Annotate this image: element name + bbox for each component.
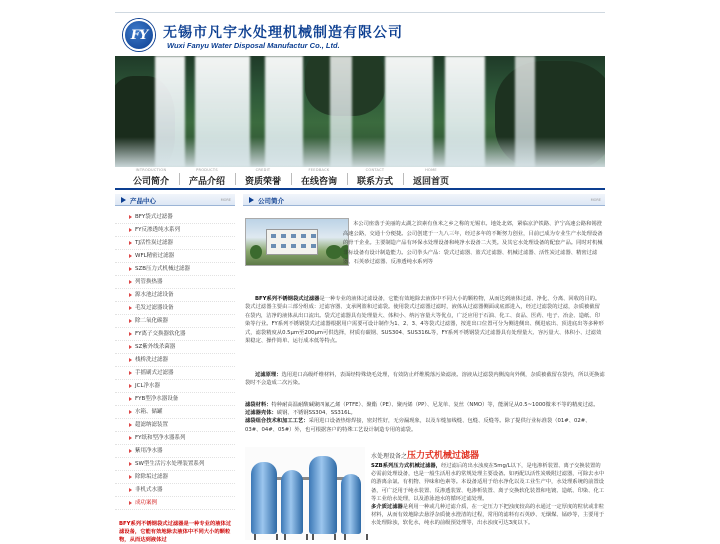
nav-company-intro[interactable] bbox=[125, 168, 177, 189]
site-header bbox=[115, 12, 605, 56]
company-name-cn: 无锡市凡宇水处理机械制造有限公司 bbox=[163, 25, 403, 41]
sidebar-item[interactable] bbox=[115, 263, 235, 276]
nav-feedback[interactable] bbox=[293, 168, 345, 189]
sidebar-title: 产品中心 bbox=[130, 197, 156, 205]
product-description bbox=[371, 462, 605, 528]
sidebar-item[interactable] bbox=[115, 445, 235, 458]
nav-divider bbox=[235, 173, 236, 185]
bullet-arrow-icon bbox=[129, 319, 132, 323]
sidebar-item-label: 栈桥洗过滤器 bbox=[135, 357, 169, 363]
sidebar-item-label: TJ活性炭过滤器 bbox=[135, 240, 173, 246]
spec-line bbox=[245, 409, 605, 417]
nav-label-cn: 产品介绍 bbox=[188, 177, 225, 187]
nav-label-cn: 联系方式 bbox=[356, 177, 393, 187]
sidebar-item-label: BFY袋式过滤器 bbox=[135, 214, 173, 220]
sidebar-item[interactable] bbox=[115, 224, 235, 237]
sidebar-product-intro bbox=[119, 520, 235, 544]
content-more-link[interactable]: MORE bbox=[590, 198, 601, 202]
sidebar-item-label: 列管换热器 bbox=[135, 279, 163, 285]
sidebar-item[interactable] bbox=[115, 289, 235, 302]
bullet-arrow-icon bbox=[129, 293, 132, 297]
bag-filter-text: 是一种专业的液体过滤设备，它能有效地除去液体中不同大小的颗粒物，从而达到液体过滤、净化、分离、回收的目的。袋式过滤器主要由三部分组成：过滤容器、支承网篮和过滤袋。使用袋式过滤器过滤时，液体从过滤器侧面或底部进入，经过过滤袋的过滤，杂质被截留在袋内，洁净的液体从出口流出。袋式过滤器具有处理量大、体积小、纳污容量大等优点，广泛应用于石油、化工、食品、医药、电子、冶金、造纸、印染等行业。FY系列不锈钢袋式过滤器根据用户需要可设计制作为1、2、3、4等袋式过滤器，按进出口位置可分为侧进侧出、侧进底出、顶进底出等多种形式，滤袋精度从0.5μm至200μm可供选择，材质有碳钢、SUS304、SUS316L等，FY系列不锈钢袋式过滤器具有处理量大、容污量大、体积小、过滤效果稳定、操作简单、运行成本低等特点。 bbox=[245, 296, 604, 345]
bag-filter-lead: BFY系列不锈钢袋式过滤器 bbox=[255, 296, 320, 302]
sidebar-item[interactable] bbox=[115, 432, 235, 445]
filter-principle-paragraph bbox=[245, 371, 605, 387]
filter-spec-list bbox=[245, 401, 605, 434]
sidebar-item-label: SW型生活污水处理装置系列 bbox=[135, 461, 205, 467]
sidebar-item[interactable] bbox=[115, 484, 235, 497]
bullet-arrow-icon bbox=[129, 397, 132, 401]
sidebar-item[interactable] bbox=[115, 211, 235, 224]
content-title: 公司简介 bbox=[258, 197, 284, 205]
sidebar-item-label: SZB压力式机械过滤器 bbox=[135, 266, 191, 272]
sidebar-item-label: 水箱、储罐 bbox=[135, 409, 163, 415]
nav-label-cn: 公司简介 bbox=[132, 177, 169, 187]
sidebar-item[interactable] bbox=[115, 471, 235, 484]
company-logo[interactable] bbox=[123, 19, 155, 51]
product-text: 经过滤后的出水浊度在5mg/L以下，是电渗析装置、离子交换装置的必需前处理设备，也是一般生活用水的常规处理主要设备。如再配以活性炭吸附过滤器，可除去水中的游离余氯、有机物、异味和色素等。本设备适用于给水净化以及工业生产中，水处理系统的前置设备，可广泛用于纯水装置、反渗透装置、电渗析装置、离子交换软化装置和电镀、造纸、印染、化工等工业给水处理，以及游泳池水的循环过滤处理。 bbox=[371, 463, 605, 502]
sidebar-item-label: 超滤纳滤装置 bbox=[135, 422, 169, 428]
bullet-arrow-icon bbox=[129, 384, 132, 388]
bullet-arrow-icon bbox=[129, 462, 132, 466]
nav-label-en: CREDIT bbox=[255, 168, 271, 172]
nav-label-cn: 返回首页 bbox=[412, 177, 449, 187]
sidebar-item-label: FY离子交换器软化器 bbox=[135, 331, 186, 337]
sidebar-item-label: SZ紫外线杀菌器 bbox=[135, 344, 176, 350]
sidebar-item-label: 手摇刷式过滤器 bbox=[135, 370, 174, 376]
nav-divider bbox=[347, 173, 348, 185]
bullet-arrow-icon bbox=[129, 254, 132, 258]
product-lead: SZB系列压力式机械过滤器， bbox=[371, 463, 441, 469]
bullet-arrow-icon bbox=[129, 215, 132, 219]
sidebar-item[interactable] bbox=[115, 315, 235, 328]
sidebar-item-label: FY反渗透纯水系列 bbox=[135, 227, 181, 233]
bullet-arrow-icon bbox=[129, 475, 132, 479]
nav-label-en: HOME bbox=[425, 168, 437, 172]
intro-paragraph: 本公司座落于美丽的太湖之滨素有鱼米之乡之称的无锡市。地处北郊，紧临京沪铁路、沪宁高速公路和锡澄高速公路，交通十分便捷。公司创建于一九八三年，经过多年的不断努力创业，目前已成为专业生产水处理设备的骨干企业。主要制造产品有环保水处理设备和纯净水设备二大类。及其它水处理设备的配套产品。同时对机械非标设备有设计制造能力。公司拳头产品：袋式过滤器、篮式过滤器、机械过滤器、活性炭过滤器、精密过滤器、石英砂过滤器、反渗透纯水系列等 bbox=[343, 221, 603, 266]
sidebar-item-label: 除二氧化碳器 bbox=[135, 318, 169, 324]
bullet-arrow-icon bbox=[129, 267, 132, 271]
product-lead-2: 多介质过滤器 bbox=[371, 504, 403, 511]
bullet-arrow-icon bbox=[129, 345, 132, 349]
nav-label-en: INTRODUCTION bbox=[135, 168, 167, 172]
main-nav bbox=[115, 167, 605, 190]
logo-text: FY bbox=[130, 28, 148, 43]
product-name: 压力式机械过滤器 bbox=[407, 451, 480, 461]
bullet-arrow-icon bbox=[129, 280, 132, 284]
spec-text: 碳钢、不锈钢SS304、SS316L。 bbox=[276, 410, 356, 417]
sidebar-item[interactable] bbox=[115, 250, 235, 263]
content-header bbox=[243, 194, 605, 206]
product-prefix: 水处理设备之 bbox=[371, 453, 408, 460]
company-name-en: Wuxi Fanyu Water Disposal Manufactur Co., Ltd. bbox=[167, 41, 340, 50]
sidebar-item[interactable] bbox=[115, 367, 235, 380]
bullet-arrow-icon bbox=[129, 306, 132, 310]
nav-label-en: CONTACT bbox=[365, 168, 385, 172]
bullet-arrow-icon bbox=[129, 228, 132, 232]
sidebar-more-link[interactable]: MORE bbox=[220, 198, 231, 202]
sidebar-item[interactable] bbox=[115, 276, 235, 289]
bag-filter-paragraph bbox=[245, 295, 605, 345]
bullet-arrow-icon bbox=[129, 423, 132, 427]
sidebar-item-label: 毛发过滤器设备 bbox=[135, 305, 174, 311]
sidebar-item[interactable] bbox=[115, 458, 235, 471]
bullet-arrow-icon bbox=[129, 332, 132, 336]
sidebar-item[interactable] bbox=[115, 406, 235, 419]
spec-lead: 过滤器壳体： bbox=[245, 410, 277, 417]
nav-label-cn: 资质荣誉 bbox=[244, 177, 281, 187]
bullet-arrow-icon bbox=[129, 371, 132, 375]
product-sidebar bbox=[115, 194, 235, 543]
filter-tanks-photo bbox=[245, 447, 365, 540]
sidebar-item-label: FYB型净水器设备 bbox=[135, 396, 179, 402]
sidebar-item[interactable] bbox=[115, 380, 235, 393]
bullet-arrow-icon bbox=[129, 436, 132, 440]
nav-products[interactable] bbox=[181, 168, 233, 189]
nav-label-en: PRODUCTS bbox=[196, 168, 218, 172]
sidebar-header bbox=[115, 194, 235, 206]
sidebar-item-label: 紫用净水器 bbox=[135, 448, 163, 454]
waterfall-banner bbox=[115, 56, 605, 167]
nav-credit[interactable] bbox=[237, 168, 289, 189]
product-text-2: 是利用一种或几种过滤介质，在一定压力下把浊度较高的水通过一定厚度的粒状或非粒材料，从而有效地除去悬浮杂质使水澄清的过程，常用的滤料有石英砂、无烟煤、锰砂等，主要用于水处理除浊，软化水，纯水的前级预处理等，出水浊度可达3度以下。 bbox=[371, 504, 605, 527]
bullet-arrow-icon bbox=[129, 410, 132, 414]
spec-line bbox=[245, 417, 605, 433]
sidebar-item-label: 成功案例 bbox=[135, 500, 158, 506]
sidebar-item-label: 源水池过滤设备 bbox=[135, 292, 174, 298]
sidebar-item[interactable] bbox=[115, 341, 235, 354]
sidebar-item-label: WFL精密过滤器 bbox=[135, 253, 175, 259]
sidebar-item[interactable] bbox=[115, 237, 235, 250]
sidebar-item[interactable] bbox=[115, 393, 235, 406]
spec-line bbox=[245, 401, 605, 409]
product-list bbox=[115, 211, 235, 510]
nav-divider bbox=[291, 173, 292, 185]
sidebar-intro-text: BFY系列不锈钢袋式过滤器是一种专业的液体过滤设备，它能有效地除去液体中不同大小的颗粒物，从而达到液体过 bbox=[119, 521, 232, 543]
spec-lead: 滤袋材料： bbox=[245, 402, 272, 408]
nav-contact[interactable] bbox=[349, 168, 401, 189]
nav-divider bbox=[403, 173, 404, 185]
nav-label-en: FEEDBACK bbox=[308, 168, 330, 172]
sidebar-item[interactable] bbox=[115, 497, 235, 510]
sidebar-item[interactable] bbox=[115, 419, 235, 432]
sidebar-item[interactable] bbox=[115, 302, 235, 315]
page-wrapper bbox=[115, 12, 605, 543]
sidebar-item-label: FY纸和型净水器系列 bbox=[135, 435, 186, 441]
bullet-arrow-icon bbox=[129, 449, 132, 453]
arrow-right-icon bbox=[249, 197, 254, 203]
bullet-arrow-icon bbox=[129, 501, 132, 505]
company-building-photo bbox=[245, 218, 349, 266]
bullet-arrow-icon bbox=[129, 358, 132, 362]
sidebar-item[interactable] bbox=[115, 354, 235, 367]
arrow-right-icon bbox=[121, 197, 126, 203]
spec-lead: 滤袋组合技术和加工工艺： bbox=[245, 418, 309, 425]
sidebar-item-label: JCL净水器 bbox=[135, 383, 161, 389]
bullet-arrow-icon bbox=[129, 241, 132, 245]
nav-home[interactable] bbox=[405, 168, 457, 189]
spec-text: 特种耐高温耐酸碱聚四氟乙烯（PTFE）、聚酯（PE）、聚丙烯（PP）、尼龙单、复丝（NMO）等，能满足从0.5~1000微米不等的精度过滤。 bbox=[271, 402, 599, 408]
product-heading bbox=[371, 448, 479, 461]
nav-divider bbox=[179, 173, 180, 185]
sidebar-item-label: 除除垢过滤器 bbox=[135, 474, 169, 480]
main-content bbox=[243, 194, 605, 540]
spec-text: 采用进口设备热熔焊接，密封性好，无旁漏现象，以及车缝加线缝、包缝、反缝等。除了提供行业标准袋（01#、02#、03#、04#、05#）外，也可根据客户的特殊工艺设计制造专用的滤袋。 bbox=[245, 418, 591, 433]
bullet-arrow-icon bbox=[129, 488, 132, 492]
sidebar-item[interactable] bbox=[115, 328, 235, 341]
filter-principle-lead: 过滤原理： bbox=[255, 372, 282, 378]
nav-label-cn: 在线咨询 bbox=[300, 177, 337, 187]
filter-principle-text: 选用进口高级纤维材料，表面经特殊烧毛处理，有效防止纤维脱落污染滤液。溶液从过滤袋内侧流向外侧，杂质被截留在袋内，所以更换滤袋时不会造成二次污染。 bbox=[245, 372, 605, 387]
sidebar-item-label: 非机式水器 bbox=[135, 487, 163, 493]
